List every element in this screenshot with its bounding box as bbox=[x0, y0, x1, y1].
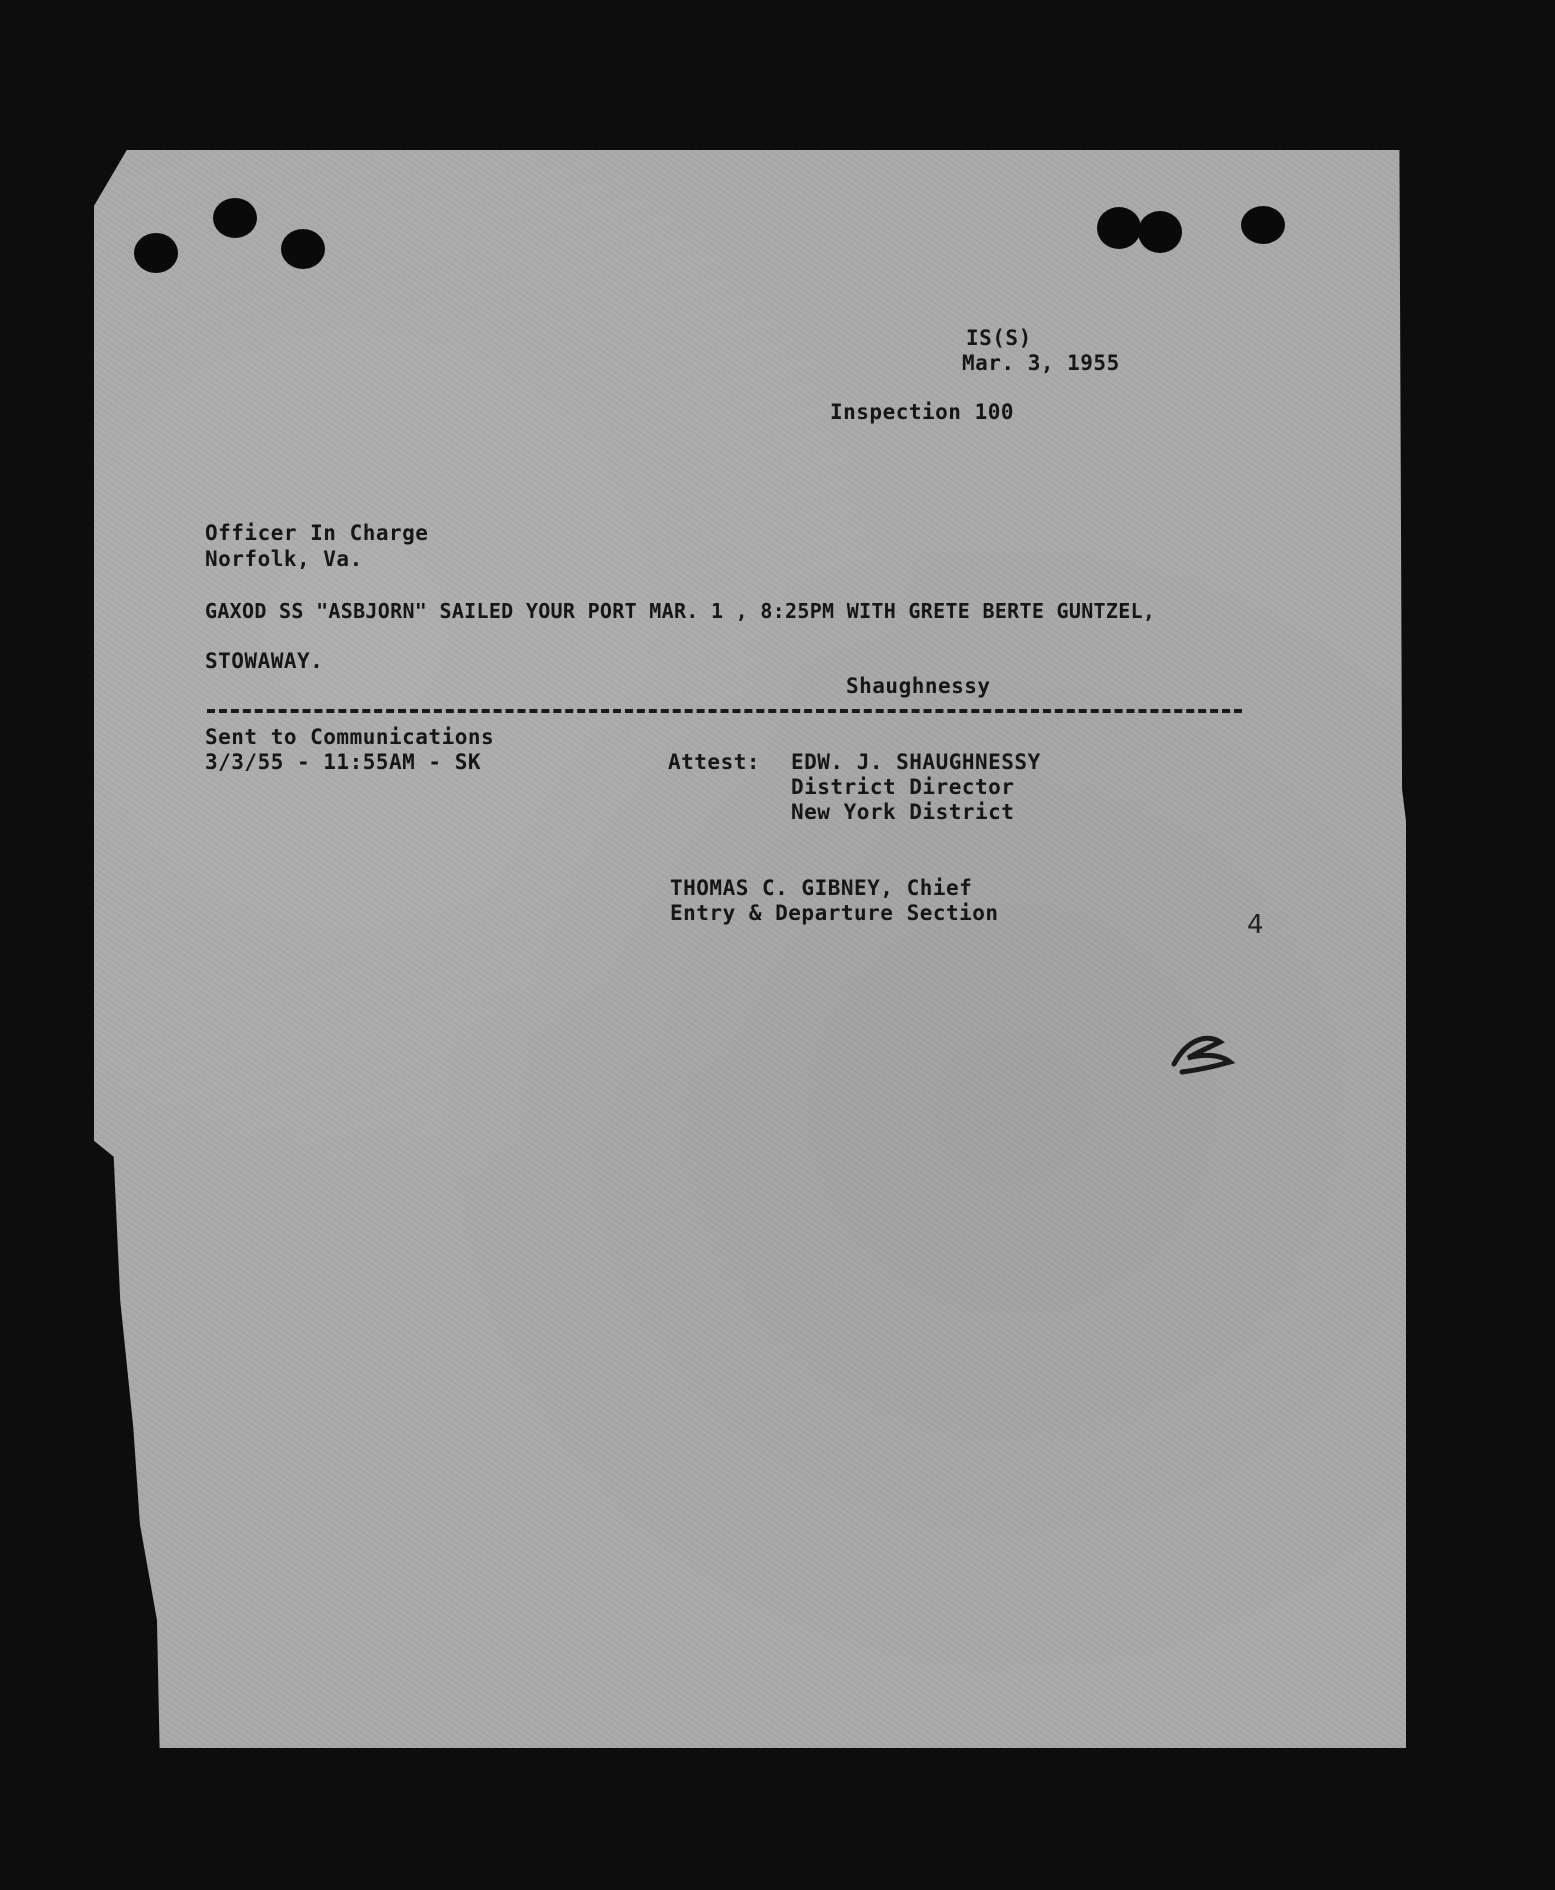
attest-label: Attest: bbox=[668, 750, 761, 774]
punch-hole-left-2 bbox=[134, 233, 178, 273]
separator-line bbox=[207, 709, 1242, 713]
document-date: Mar. 3, 1955 bbox=[962, 351, 1120, 375]
handwritten-initials bbox=[1168, 1028, 1238, 1083]
office-code: IS(S) bbox=[966, 326, 1032, 350]
transmission-timestamp: 3/3/55 - 11:55AM - SK bbox=[205, 750, 482, 774]
typed-signature: Shaughnessy bbox=[846, 674, 991, 698]
message-line-2: STOWAWAY. bbox=[205, 649, 324, 673]
punch-hole-right-2 bbox=[1138, 211, 1182, 253]
attest-name: EDW. J. SHAUGHNESSY bbox=[791, 750, 1041, 774]
punch-hole-right-1 bbox=[1097, 207, 1141, 249]
chief-name: THOMAS C. GIBNEY, Chief bbox=[670, 876, 973, 900]
attest-district: New York District bbox=[791, 800, 1015, 824]
chief-section: Entry & Departure Section bbox=[670, 901, 999, 925]
file-reference: Inspection 100 bbox=[830, 400, 1015, 424]
message-line-1: GAXOD SS "ASBJORN" SAILED YOUR PORT MAR. 1 , 8:25PM WITH GRETE BERTE GUNTZEL, bbox=[205, 599, 1156, 623]
addressee-location: Norfolk, Va. bbox=[205, 547, 363, 571]
initials-scribble-icon bbox=[1168, 1028, 1238, 1076]
punch-hole-left-3 bbox=[281, 229, 325, 269]
document-page bbox=[94, 150, 1406, 1748]
sent-to-communications: Sent to Communications bbox=[205, 725, 495, 749]
attest-title: District Director bbox=[791, 775, 1015, 799]
addressee-title: Officer In Charge bbox=[205, 521, 429, 545]
punch-hole-left-1 bbox=[213, 198, 257, 238]
punch-hole-right-3 bbox=[1241, 206, 1285, 244]
page-number-mark: 4 bbox=[1247, 910, 1264, 940]
